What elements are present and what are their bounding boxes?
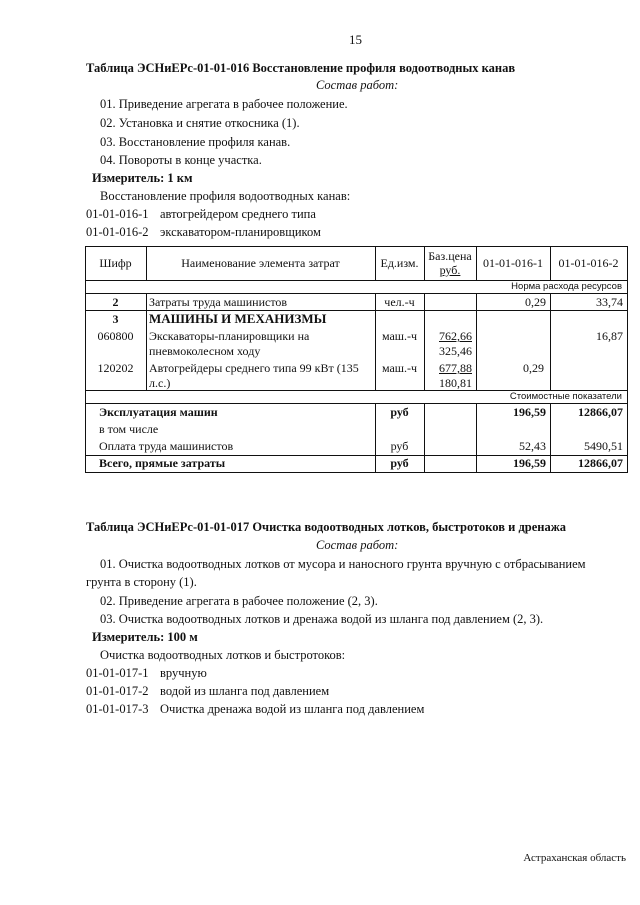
header-price-unit: руб. xyxy=(439,263,461,277)
norma-label: Норма расхода ресурсов xyxy=(511,281,622,292)
machines-cipher: 3 xyxy=(112,312,119,326)
labor-value-1: 0,29 xyxy=(525,295,546,309)
grader-unit: маш.-ч xyxy=(381,361,418,375)
header-cipher: Шифр xyxy=(99,256,132,270)
table1-step-3: 03. Восстановление профиля канав. xyxy=(100,135,291,149)
excavator-name: Экскаваторы-планировщики на xyxy=(149,329,310,343)
exploit-name: Эксплуатация машин xyxy=(99,405,218,419)
excavator-name-cont: пневмоколесном ходу xyxy=(149,344,261,358)
table-rule xyxy=(85,403,628,404)
excavator-cipher: 060800 xyxy=(97,329,134,343)
table2-title: Таблица ЭСНиЕРс-01-01-017 Очистка водоотводных лотков, быстротоков и дренажа xyxy=(86,520,567,534)
table-rule xyxy=(550,455,551,473)
pay-name: Оплата труда машинистов xyxy=(99,439,234,453)
table1-code-1-name: автогрейдером среднего типа xyxy=(160,207,316,221)
grader-name: Автогрейдеры среднего типа 99 кВт (135 xyxy=(149,361,359,375)
table1-title: Таблица ЭСНиЕРс-01-01-016 Восстановление профиля водоотводных канав xyxy=(86,61,516,75)
table-rule xyxy=(85,293,628,294)
resource-table xyxy=(85,246,628,456)
pay-unit: руб xyxy=(390,439,409,453)
table-rule xyxy=(424,455,425,473)
grader-price-labor: 180,81 xyxy=(439,376,472,390)
table-rule xyxy=(85,246,86,456)
table1-description: Восстановление профиля водоотводных канав: xyxy=(100,189,351,203)
header-unit: Ед.изм. xyxy=(380,256,419,270)
table-bottom-rule xyxy=(85,472,628,473)
including-label: в том числе xyxy=(99,422,159,436)
table2-code-2: 01-01-017-2 xyxy=(86,684,149,698)
header-name: Наименование элемента затрат xyxy=(181,256,340,270)
table-rule xyxy=(424,403,425,456)
table1-meter: Измеритель: 1 км xyxy=(92,171,193,185)
table1-code-2: 01-01-016-2 xyxy=(86,225,149,239)
table2-step-3: 03. Очистка водоотводных лотков и дренажа водой из шланга под давлением (2, 3). xyxy=(100,612,544,626)
table-rule xyxy=(476,455,477,473)
grader-cipher: 120202 xyxy=(97,361,134,375)
table-rule xyxy=(375,455,376,473)
total-value-2: 12866,07 xyxy=(578,456,623,470)
table1-code-1: 01-01-016-1 xyxy=(86,207,149,221)
excavator-value-2: 16,87 xyxy=(596,329,623,343)
table2-description: Очистка водоотводных лотков и быстротоков: xyxy=(100,648,346,662)
pay-value-2: 5490,51 xyxy=(584,439,623,453)
table-rule xyxy=(85,246,628,247)
grader-price: 677,88 xyxy=(439,361,472,375)
cost-label: Стоимостные показатели xyxy=(509,391,622,402)
table1-code-2-name: экскаватором-планировщиком xyxy=(160,225,321,239)
exploit-value-2: 12866,07 xyxy=(578,405,623,419)
table2-code-1-name: вручную xyxy=(160,666,207,680)
table2-step-2: 02. Приведение агрегата в рабочее положение (2, 3). xyxy=(100,594,378,608)
excavator-price-labor: 325,46 xyxy=(439,344,472,358)
table2-step-1-cont: грунта в сторону (1). xyxy=(86,575,197,589)
table2-subtitle: Состав работ: xyxy=(316,538,399,552)
table1-subtitle: Состав работ: xyxy=(316,78,399,92)
exploit-value-1: 196,59 xyxy=(513,405,546,419)
table-rule xyxy=(146,293,147,391)
table2-step-1: 01. Очистка водоотводных лотков от мусора и наносного грунта вручную с отбрасыванием xyxy=(100,557,586,571)
table1-step-4: 04. Повороты в конце участка. xyxy=(100,153,262,167)
footer-region: Астраханская область xyxy=(523,852,626,864)
table2-code-3-name: Очистка дренажа водой из шланга под давлением xyxy=(160,702,425,716)
machines-title: МАШИНЫ И МЕХАНИЗМЫ xyxy=(149,311,327,326)
table-rule xyxy=(627,246,628,456)
exploit-unit: руб xyxy=(390,405,409,419)
table1-step-2: 02. Установка и снятие откосника (1). xyxy=(100,116,300,130)
table-rule xyxy=(627,455,628,473)
total-name: Всего, прямые затраты xyxy=(99,456,226,470)
labor-value-2: 33,74 xyxy=(596,295,623,309)
header-col-1: 01-01-016-1 xyxy=(483,256,543,270)
page-number: 15 xyxy=(349,32,362,47)
table2-code-3: 01-01-017-3 xyxy=(86,702,149,716)
table2-meter: Измеритель: 100 м xyxy=(92,630,198,644)
labor-name: Затраты труда машинистов xyxy=(149,295,288,309)
pay-value-1: 52,43 xyxy=(519,439,546,453)
header-price: Баз.цена xyxy=(428,249,472,263)
table2-code-1: 01-01-017-1 xyxy=(86,666,149,680)
labor-cipher: 2 xyxy=(112,295,119,309)
table1-step-1: 01. Приведение агрегата в рабочее положение. xyxy=(100,97,348,111)
grader-name-cont: л.с.) xyxy=(149,376,171,390)
table-rule xyxy=(85,455,86,473)
excavator-unit: маш.-ч xyxy=(381,329,418,343)
total-unit: руб xyxy=(390,456,409,470)
labor-unit: чел.-ч xyxy=(384,295,415,309)
header-col-2: 01-01-016-2 xyxy=(558,256,619,270)
total-value-1: 196,59 xyxy=(513,456,546,470)
table2-code-2-name: водой из шланга под давлением xyxy=(160,684,330,698)
excavator-price: 762,66 xyxy=(439,329,472,343)
grader-value-1: 0,29 xyxy=(523,361,544,375)
